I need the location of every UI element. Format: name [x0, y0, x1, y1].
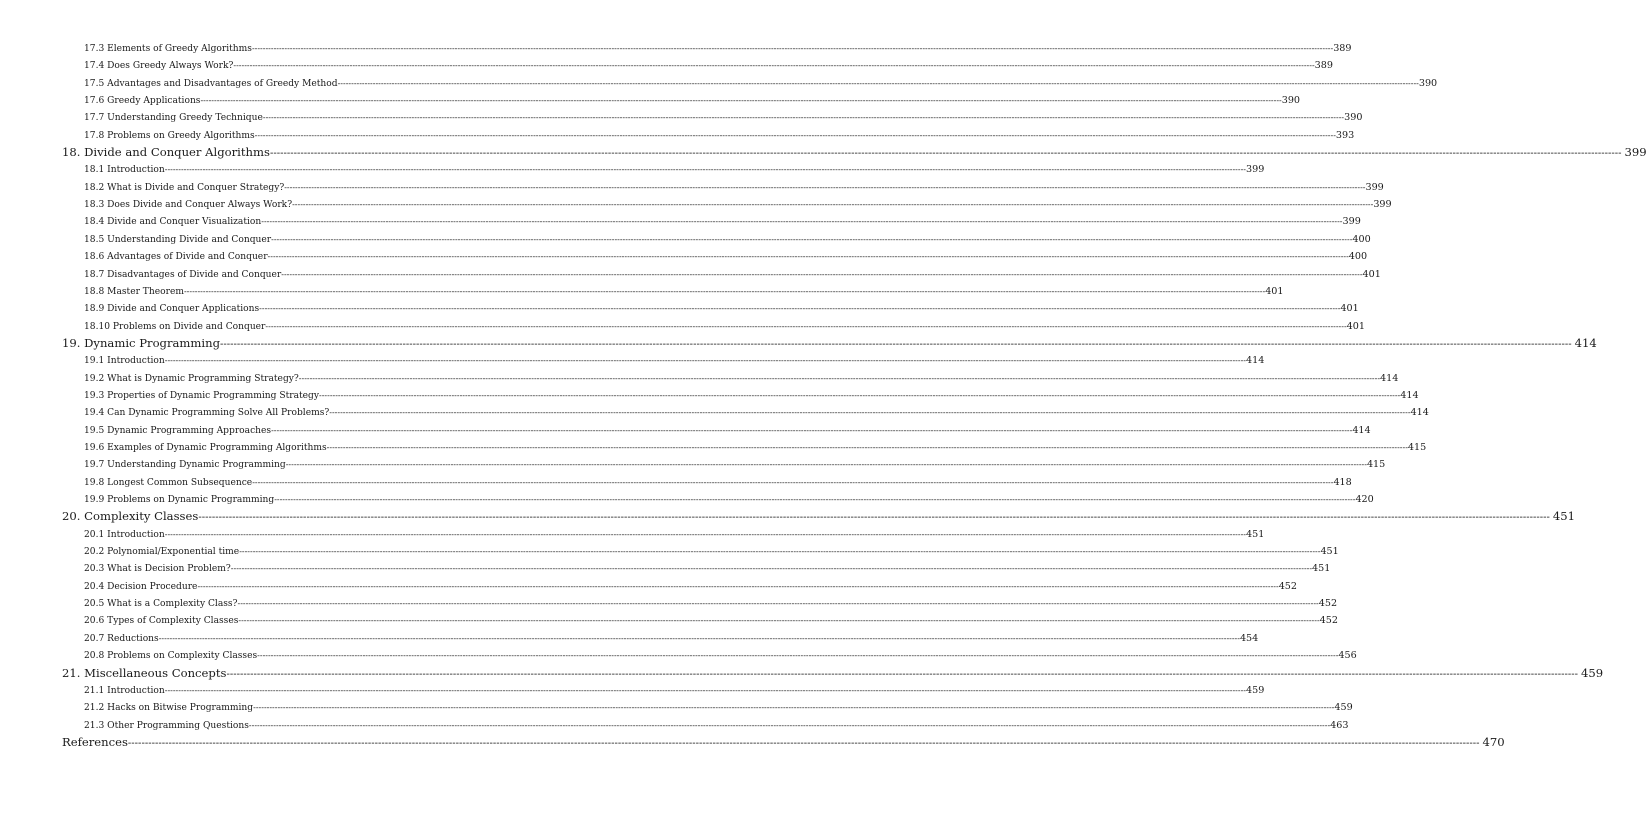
toc-section-entry[interactable] [62, 404, 1429, 421]
toc-dot-leader: ---------------------------------------------------------------------------------------------------------------------------------------------------------------------------------------------------------------------------------------------------------------------------------------------------------------------------------------------------------------------------------------------------------------- [284, 182, 1366, 192]
toc-page-number: 459 [1581, 665, 1604, 680]
toc-chapter-entry[interactable] [62, 144, 1647, 161]
toc-page-number: 414 [1352, 424, 1371, 436]
toc-page-number: 451 [1552, 509, 1576, 524]
toc-dot-leader: ---------------------------------------------------------------------------------------------------------------------------------------------------------------------------------------------------------------------------------------------------------------------------------------------------------------------------------------------------------------------------------------------------------------- [200, 96, 1282, 106]
toc-entry-title: 19.4 Can Dynamic Programming Solve All Problems? [84, 408, 330, 419]
table-of-contents [62, 40, 1647, 751]
toc-section-entry[interactable] [62, 439, 1427, 456]
toc-entry-title: 20.8 Problems on Complexity Classes [84, 651, 258, 662]
toc-chapter-entry[interactable] [62, 508, 1576, 525]
toc-section-entry[interactable] [62, 387, 1419, 404]
toc-entry-title: 19.1 Introduction [84, 356, 165, 367]
toc-section-entry[interactable] [62, 682, 1265, 699]
toc-entry-title: 19.6 Examples of Dynamic Programming Algorithms [84, 443, 327, 453]
toc-entry-title: 19. Dynamic Programming [62, 335, 221, 350]
toc-dot-leader: ---------------------------------------------------------------------------------------------------------------------------------------------------------------------------------------------------------------------------------------------------------------------------------------------------------------------------------------------------------------------------------------------------------------- [274, 495, 1356, 505]
toc-entry-title: 17.3 Elements of Greedy Algorithms [84, 44, 252, 54]
toc-section-entry[interactable] [62, 283, 1284, 300]
toc-section-entry[interactable] [62, 75, 1438, 92]
toc-section-entry[interactable] [62, 92, 1301, 109]
toc-section-entry[interactable] [62, 161, 1265, 178]
toc-page-number: 401 [1265, 285, 1284, 297]
toc-entry-title: 20. Complexity Classes [62, 509, 199, 524]
toc-page-number: 415 [1366, 459, 1386, 471]
toc-entry-title: 19.3 Properties of Dynamic Programming Strategy [84, 390, 319, 401]
toc-dot-leader: ---------------------------------------------------------------------------------------------------------------------------------------------------------------------------------------------------------------------------------------------------------------------------------------------------------------------------------------------------------------------------------------------------------------- [251, 44, 1334, 53]
toc-page-number: 414 [1574, 335, 1597, 350]
toc-section-entry[interactable] [62, 456, 1386, 473]
toc-page-number: 420 [1355, 494, 1374, 506]
toc-entry-title: 18.6 Advantages of Divide and Conquer [84, 252, 268, 263]
toc-page-number: 452 [1318, 598, 1338, 610]
toc-page-number: 470 [1482, 734, 1505, 749]
toc-entry-title: 20.7 Reductions [84, 633, 159, 644]
toc-section-entry[interactable] [62, 40, 1352, 57]
toc-dot-leader: ---------------------------------------------------------------------------------------------------------------------------------------------------------------------------------------------------------------------------------------------------------------------------------------------------------------------------------------------------------------------------------------------------------------- [271, 425, 1353, 435]
toc-dot-leader: ---------------------------------------------------------------------------------------------------------------------------------------------------------------------------------------------------------------------------------------------------------------------------------------------------------------------------------------------------------------------------------------------------------------- [158, 633, 1240, 643]
toc-dot-leader: ---------------------------------------------------------------------------------------------------------------------------------------------------------------------------------------------------------------------------------------------------------------------------------------------------------------------------------------------------------------------------------------------------------------- [281, 269, 1363, 279]
toc-dot-leader: ---------------------------------------------------------------------------------------------------------------------------------------------------------------------------------------------------------------------------------------------------------------------------------------------------------------------------------------------------------------------------------------------------------------- [285, 460, 1367, 470]
toc-section-entry[interactable] [62, 474, 1352, 491]
toc-entry-title: References [62, 734, 128, 749]
toc-page-number: 459 [1334, 702, 1353, 714]
toc-section-entry[interactable] [62, 352, 1265, 369]
toc-section-entry[interactable] [62, 630, 1259, 647]
toc-page-number: 399 [1245, 164, 1265, 176]
toc-page-number: 418 [1333, 476, 1352, 488]
toc-page-number: 393 [1335, 129, 1355, 141]
toc-dot-leader: ---------------------------------------------------------------------------------------------------------------------------------------------------------------------------------------------------------------------------------------------------------------------------------------------------------------------------------------------------------------------------------------------------------------- [197, 581, 1279, 591]
toc-page-number: 390 [1418, 77, 1438, 89]
toc-dot-leader: ---------------------------------------------------------------------------------------------------------------------------------------------------------------------------------------------------------------------------------------------------------------------------------------------------------------------------------------------------------------------------------------------------------------- [261, 217, 1343, 227]
toc-entry-title: 21.2 Hacks on Bitwise Programming [84, 703, 254, 714]
toc-page-number: 415 [1407, 442, 1427, 453]
toc-entry-title: 19.2 What is Dynamic Programming Strategy? [84, 373, 299, 384]
toc-entry-title: 17.6 Greedy Applications [84, 96, 201, 107]
toc-dot-leader: ---------------------------------------------------------------------------------------------------------------------------------------------------------------------------------------------------------------------------------------------------------------------------------------------------------------------------------------------------------------------------------------------------------------- [248, 720, 1331, 730]
toc-section-entry[interactable] [62, 543, 1339, 560]
toc-section-entry[interactable] [62, 231, 1371, 248]
toc-entry-title: 18.8 Master Theorem [84, 286, 184, 297]
toc-page-number: 399 [1342, 216, 1361, 228]
toc-page-number: 451 [1312, 563, 1331, 575]
toc-section-entry[interactable] [62, 318, 1365, 335]
toc-dot-leader: ---------------------------------------------------------------------------------------------------------------------------------------------------------------------------------------------------------------------------------------------------------------------------------------------------------------------------------------------------------------------------------------------------------------- [254, 130, 1336, 140]
toc-section-entry[interactable] [62, 491, 1374, 508]
toc-section-entry[interactable] [62, 578, 1297, 595]
toc-page-number: 459 [1245, 684, 1265, 696]
toc-section-entry[interactable] [62, 717, 1349, 734]
toc-page-number: 400 [1352, 233, 1371, 245]
toc-section-entry[interactable] [62, 647, 1357, 664]
toc-dot-leader: ---------------------------------------------------------------------------------------------------------------------------------------------------------------------------------------------------------------------------------------------------------------------------------------------------------------------------------------------------------------------------------------------------------------- [257, 651, 1339, 661]
toc-entry-title: 17.4 Does Greedy Always Work? [84, 61, 234, 72]
toc-page-number: 401 [1340, 303, 1359, 315]
toc-dot-leader: ---------------------------------------------------------------------------------------------------------------------------------------------------------------------------------------------------------------------------------------------------------------------------------------------------------------------------------------------------------------------------------------------------------------- [271, 234, 1353, 244]
toc-entry-title: 18.3 Does Divide and Conquer Always Work? [84, 200, 293, 211]
toc-page-number: 454 [1239, 632, 1259, 644]
toc-page-number: 389 [1314, 60, 1333, 72]
toc-chapter-entry[interactable] [62, 335, 1597, 352]
toc-dot-leader: ---------------------------------------------------------------------------------------------------------------------------------------------------------------------------------------------------------------------------------------------------------------------------------------------------------------------------------------------------------------------------------------------------------------- [337, 78, 1419, 88]
toc-page-number: 414 [1380, 372, 1399, 384]
toc-page-number: 414 [1400, 389, 1419, 401]
toc-dot-leader: ---------------------------------------------------------------------------------------------------------------------------------------------------------------------------------------------------------------------------------------------------------------------------------------------------------------------------------------------------------------------------------------------------------------- [326, 443, 1408, 452]
toc-section-entry[interactable] [62, 57, 1333, 74]
toc-page-number: 452 [1278, 580, 1297, 592]
toc-entry-title: 18.2 What is Divide and Conquer Strategy? [84, 182, 285, 193]
toc-entry-title: 20.5 What is a Complexity Class? [84, 599, 238, 610]
toc-dot-leader: ---------------------------------------------------------------------------------------------------------------------------------------------------------------------------------------------------------------------------------------------------------------------------------------------------------------------------------------------------------------------------------------------------------------- [198, 512, 1550, 524]
toc-entry-title: 21.3 Other Programming Questions [84, 720, 249, 731]
toc-section-entry[interactable] [62, 595, 1338, 612]
toc-section-entry[interactable] [62, 612, 1338, 629]
toc-dot-leader: ---------------------------------------------------------------------------------------------------------------------------------------------------------------------------------------------------------------------------------------------------------------------------------------------------------------------------------------------------------------------------------------------------------------- [164, 529, 1246, 539]
toc-entry-title: 17.5 Advantages and Disadvantages of Greedy Method [84, 78, 338, 89]
toc-section-entry[interactable] [62, 248, 1368, 265]
toc-dot-leader: ---------------------------------------------------------------------------------------------------------------------------------------------------------------------------------------------------------------------------------------------------------------------------------------------------------------------------------------------------------------------------------------------------------------- [127, 737, 1480, 749]
toc-dot-leader: ---------------------------------------------------------------------------------------------------------------------------------------------------------------------------------------------------------------------------------------------------------------------------------------------------------------------------------------------------------------------------------------------------------------- [265, 321, 1347, 331]
toc-section-entry[interactable] [62, 699, 1353, 716]
toc-page-number: 399 [1624, 145, 1647, 160]
toc-page-number: 401 [1346, 320, 1365, 332]
toc-dot-leader: ---------------------------------------------------------------------------------------------------------------------------------------------------------------------------------------------------------------------------------------------------------------------------------------------------------------------------------------------------------------------------------------------------------------- [253, 703, 1335, 713]
toc-dot-leader: ---------------------------------------------------------------------------------------------------------------------------------------------------------------------------------------------------------------------------------------------------------------------------------------------------------------------------------------------------------------------------------------------------------------- [233, 61, 1315, 71]
toc-entry-title: 18.9 Divide and Conquer Applications [84, 304, 260, 315]
toc-dot-leader: ---------------------------------------------------------------------------------------------------------------------------------------------------------------------------------------------------------------------------------------------------------------------------------------------------------------------------------------------------------------------------------------------------------------- [252, 477, 1334, 487]
toc-page-number: 390 [1281, 95, 1301, 107]
toc-page-number: 456 [1338, 650, 1357, 662]
toc-page-number: 463 [1330, 719, 1349, 731]
toc-entry-title: 19.8 Longest Common Subsequence [84, 477, 253, 488]
toc-chapter-entry[interactable] [62, 665, 1604, 682]
toc-dot-leader: ---------------------------------------------------------------------------------------------------------------------------------------------------------------------------------------------------------------------------------------------------------------------------------------------------------------------------------------------------------------------------------------------------------------- [230, 564, 1313, 574]
toc-dot-leader: ---------------------------------------------------------------------------------------------------------------------------------------------------------------------------------------------------------------------------------------------------------------------------------------------------------------------------------------------------------------------------------------------------------------- [220, 338, 1572, 350]
toc-page-number: 452 [1319, 615, 1338, 627]
toc-page-number: 414 [1410, 407, 1429, 419]
toc-dot-leader: ---------------------------------------------------------------------------------------------------------------------------------------------------------------------------------------------------------------------------------------------------------------------------------------------------------------------------------------------------------------------------------------------------------------- [238, 616, 1320, 626]
toc-section-entry[interactable] [62, 179, 1384, 196]
toc-page-number: 451 [1245, 528, 1265, 540]
toc-dot-leader: ---------------------------------------------------------------------------------------------------------------------------------------------------------------------------------------------------------------------------------------------------------------------------------------------------------------------------------------------------------------------------------------------------------------- [237, 599, 1319, 609]
toc-dot-leader: ---------------------------------------------------------------------------------------------------------------------------------------------------------------------------------------------------------------------------------------------------------------------------------------------------------------------------------------------------------------------------------------------------------------- [239, 547, 1321, 557]
toc-dot-leader: ---------------------------------------------------------------------------------------------------------------------------------------------------------------------------------------------------------------------------------------------------------------------------------------------------------------------------------------------------------------------------------------------------------------- [329, 408, 1411, 418]
toc-dot-leader: ---------------------------------------------------------------------------------------------------------------------------------------------------------------------------------------------------------------------------------------------------------------------------------------------------------------------------------------------------------------------------------------------------------------- [298, 373, 1381, 383]
toc-entry-title: 20.6 Types of Complexity Classes [84, 616, 239, 627]
toc-section-entry[interactable] [62, 213, 1361, 230]
toc-entry-title: 17.8 Problems on Greedy Algorithms [84, 130, 255, 141]
toc-dot-leader: ---------------------------------------------------------------------------------------------------------------------------------------------------------------------------------------------------------------------------------------------------------------------------------------------------------------------------------------------------------------------------------------------------------------- [319, 390, 1401, 400]
toc-entry-title: 18.10 Problems on Divide and Conquer [84, 321, 266, 332]
toc-page-number: 399 [1373, 199, 1392, 211]
toc-entry-title: 20.2 Polynomial/Exponential time [84, 547, 240, 558]
toc-entry-title: 19.9 Problems on Dynamic Programming [84, 495, 275, 506]
toc-section-entry[interactable] [62, 370, 1399, 387]
toc-section-entry[interactable] [62, 300, 1359, 317]
toc-page-number: 390 [1344, 112, 1363, 124]
toc-entry-title: 20.1 Introduction [84, 529, 165, 540]
toc-page-number: 414 [1245, 355, 1265, 367]
toc-dot-leader: ---------------------------------------------------------------------------------------------------------------------------------------------------------------------------------------------------------------------------------------------------------------------------------------------------------------------------------------------------------------------------------------------------------------- [267, 252, 1349, 262]
toc-section-entry[interactable] [62, 109, 1363, 126]
toc-section-entry[interactable] [62, 526, 1265, 543]
toc-entry-title: 19.7 Understanding Dynamic Programming [84, 460, 286, 471]
toc-page-number: 389 [1333, 43, 1352, 54]
toc-entry-title: 21.1 Introduction [84, 685, 165, 696]
toc-entry-title: 20.4 Decision Procedure [84, 581, 198, 592]
toc-section-entry[interactable] [62, 422, 1371, 439]
toc-entry-title: 18.7 Disadvantages of Divide and Conquer [84, 269, 282, 280]
toc-page-number: 401 [1362, 268, 1381, 280]
toc-dot-leader: ---------------------------------------------------------------------------------------------------------------------------------------------------------------------------------------------------------------------------------------------------------------------------------------------------------------------------------------------------------------------------------------------------------------- [259, 304, 1341, 314]
toc-entry-title: 17.7 Understanding Greedy Technique [84, 113, 263, 124]
toc-page-number: 400 [1348, 251, 1368, 263]
toc-section-entry[interactable] [62, 266, 1381, 283]
toc-page-number: 451 [1320, 546, 1339, 558]
toc-dot-leader: ---------------------------------------------------------------------------------------------------------------------------------------------------------------------------------------------------------------------------------------------------------------------------------------------------------------------------------------------------------------------------------------------------------------- [226, 668, 1579, 680]
toc-entry-title: 20.3 What is Decision Problem? [84, 564, 231, 575]
toc-entry-title: 18.4 Divide and Conquer Visualization [84, 217, 262, 228]
toc-section-entry[interactable] [62, 127, 1355, 144]
toc-dot-leader: ---------------------------------------------------------------------------------------------------------------------------------------------------------------------------------------------------------------------------------------------------------------------------------------------------------------------------------------------------------------------------------------------------------------- [164, 685, 1246, 695]
toc-dot-leader: ---------------------------------------------------------------------------------------------------------------------------------------------------------------------------------------------------------------------------------------------------------------------------------------------------------------------------------------------------------------------------------------------------------------- [164, 356, 1246, 366]
toc-chapter-entry[interactable] [62, 734, 1505, 751]
toc-entry-title: 18. Divide and Conquer Algorithms [62, 145, 270, 160]
toc-entry-title: 18.1 Introduction [84, 165, 165, 176]
toc-dot-leader: ---------------------------------------------------------------------------------------------------------------------------------------------------------------------------------------------------------------------------------------------------------------------------------------------------------------------------------------------------------------------------------------------------------------- [262, 113, 1345, 123]
toc-dot-leader: ---------------------------------------------------------------------------------------------------------------------------------------------------------------------------------------------------------------------------------------------------------------------------------------------------------------------------------------------------------------------------------------------------------------- [183, 286, 1266, 296]
toc-dot-leader: ---------------------------------------------------------------------------------------------------------------------------------------------------------------------------------------------------------------------------------------------------------------------------------------------------------------------------------------------------------------------------------------------------------------- [269, 148, 1622, 160]
toc-entry-title: 21. Miscellaneous Concepts [62, 665, 227, 680]
toc-entry-title: 18.5 Understanding Divide and Conquer [84, 234, 272, 245]
toc-entry-title: 19.5 Dynamic Programming Approaches [84, 425, 272, 436]
toc-section-entry[interactable] [62, 196, 1392, 213]
toc-dot-leader: ---------------------------------------------------------------------------------------------------------------------------------------------------------------------------------------------------------------------------------------------------------------------------------------------------------------------------------------------------------------------------------------------------------------- [164, 165, 1246, 175]
toc-section-entry[interactable] [62, 560, 1331, 577]
toc-dot-leader: ---------------------------------------------------------------------------------------------------------------------------------------------------------------------------------------------------------------------------------------------------------------------------------------------------------------------------------------------------------------------------------------------------------------- [292, 200, 1374, 210]
toc-page-number: 399 [1365, 181, 1384, 193]
